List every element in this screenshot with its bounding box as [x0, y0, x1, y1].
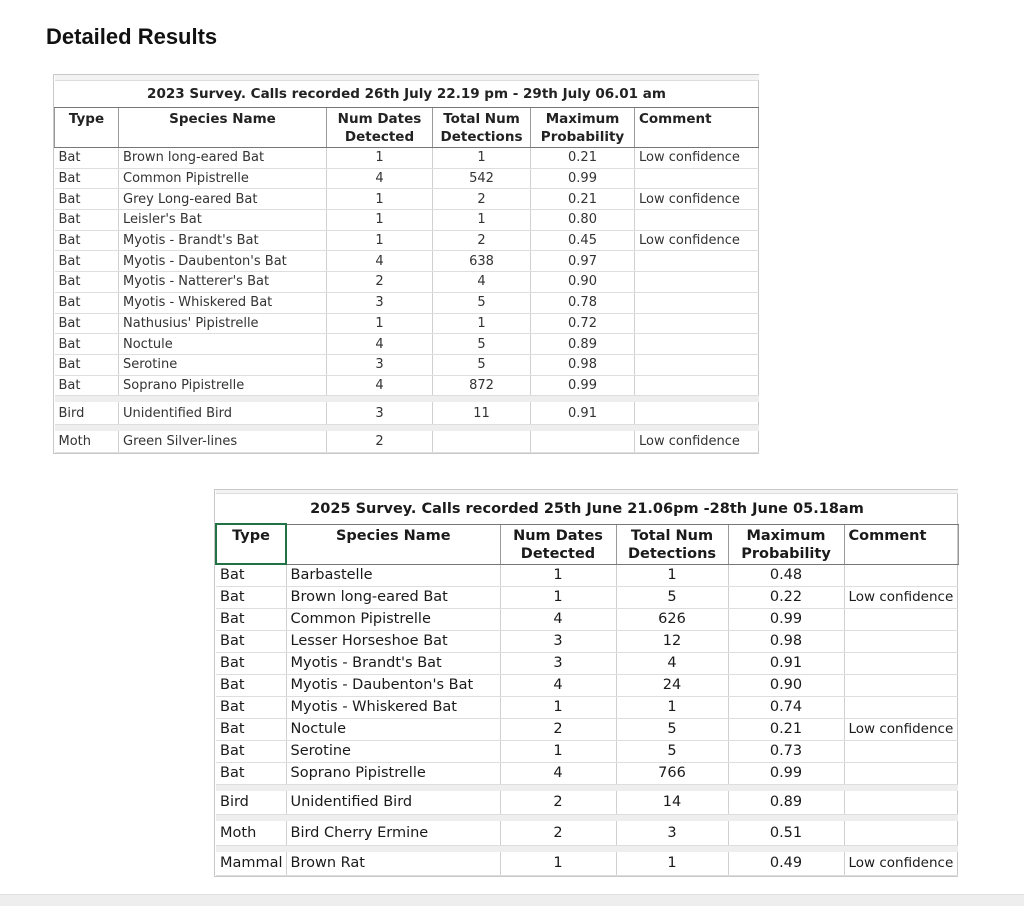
comment-cell — [844, 821, 958, 845]
num-dates-cell: 1 — [500, 586, 616, 608]
num-dates-cell: 1 — [500, 696, 616, 718]
total-detections-cell: 5 — [616, 586, 728, 608]
total-detections-column-header: Total Num Detections — [616, 524, 728, 564]
table-row — [55, 251, 759, 272]
survey-2023-rows — [55, 148, 759, 453]
comment-cell: Low confidence — [635, 431, 759, 453]
type-cell: Bat — [216, 586, 286, 608]
type-cell: Mammal — [216, 852, 286, 876]
comment-cell — [635, 251, 759, 272]
type-cell: Moth — [216, 821, 286, 845]
comment-cell — [635, 375, 759, 396]
type-cell: Moth — [55, 431, 119, 453]
max-probability-cell: 0.49 — [728, 852, 844, 876]
table-row — [216, 852, 958, 876]
num-dates-cell: 4 — [500, 608, 616, 630]
comment-column-header: Comment — [635, 108, 759, 148]
table-row — [55, 272, 759, 293]
species-name-cell: Common Pipistrelle — [286, 608, 500, 630]
comment-cell: Low confidence — [635, 189, 759, 210]
max-probability-cell: 0.89 — [728, 791, 844, 815]
table-row — [55, 148, 759, 169]
total-detections-cell: 5 — [433, 334, 531, 355]
comment-cell — [635, 354, 759, 375]
table-row — [216, 762, 958, 784]
max-probability-cell: 0.21 — [531, 148, 635, 169]
table-row — [216, 674, 958, 696]
num-dates-cell: 2 — [327, 431, 433, 453]
max-probability-cell: 0.89 — [531, 334, 635, 355]
max-probability-cell: 0.99 — [728, 762, 844, 784]
comment-cell — [635, 272, 759, 293]
species-name-cell: Brown long-eared Bat — [286, 586, 500, 608]
total-detections-cell: 5 — [616, 718, 728, 740]
table-row — [55, 189, 759, 210]
species-name-cell: Lesser Horseshoe Bat — [286, 630, 500, 652]
comment-cell: Low confidence — [635, 230, 759, 251]
table-row — [216, 564, 958, 586]
species-name-cell: Barbastelle — [286, 564, 500, 586]
type-cell: Bat — [216, 564, 286, 586]
type-cell: Bat — [216, 762, 286, 784]
num-dates-cell: 2 — [500, 718, 616, 740]
type-cell: Bat — [55, 168, 119, 189]
table-row — [55, 431, 759, 453]
comment-cell — [844, 608, 958, 630]
num-dates-cell: 1 — [327, 313, 433, 334]
max-probability-cell: 0.45 — [531, 230, 635, 251]
type-cell: Bat — [216, 630, 286, 652]
species-name-cell: Soprano Pipistrelle — [286, 762, 500, 784]
type-cell: Bat — [216, 740, 286, 762]
page-bottom-divider — [0, 894, 1024, 906]
table-row — [216, 740, 958, 762]
total-detections-cell: 2 — [433, 189, 531, 210]
num-dates-cell: 4 — [327, 375, 433, 396]
table-row — [216, 696, 958, 718]
num-dates-cell: 1 — [327, 210, 433, 231]
type-cell: Bat — [55, 210, 119, 231]
table-row — [216, 586, 958, 608]
type-cell: Bat — [55, 375, 119, 396]
type-cell: Bat — [216, 718, 286, 740]
total-detections-cell: 5 — [433, 292, 531, 313]
comment-cell — [635, 334, 759, 355]
total-detections-cell — [433, 431, 531, 453]
num-dates-cell: 3 — [327, 354, 433, 375]
comment-cell — [844, 652, 958, 674]
species-name-cell: Serotine — [286, 740, 500, 762]
comment-cell — [635, 313, 759, 334]
species-name-cell: Myotis - Brandt's Bat — [119, 230, 327, 251]
total-detections-cell: 11 — [433, 402, 531, 424]
max-probability-column-header: Maximum Probability — [531, 108, 635, 148]
num-dates-cell: 2 — [327, 272, 433, 293]
species-name-cell: Myotis - Whiskered Bat — [119, 292, 327, 313]
total-detections-cell: 3 — [616, 821, 728, 845]
type-column-header: Type — [55, 108, 119, 148]
max-probability-cell: 0.51 — [728, 821, 844, 845]
total-detections-cell: 626 — [616, 608, 728, 630]
table-row — [55, 354, 759, 375]
species-name-cell: Green Silver-lines — [119, 431, 327, 453]
comment-cell — [844, 674, 958, 696]
num-dates-cell: 3 — [500, 652, 616, 674]
max-probability-cell: 0.90 — [728, 674, 844, 696]
survey-2023-header-row — [55, 108, 759, 148]
survey-2023-table — [53, 74, 759, 454]
num-dates-cell: 3 — [327, 292, 433, 313]
total-detections-cell: 14 — [616, 791, 728, 815]
type-cell: Bird — [55, 402, 119, 424]
species-name-cell: Serotine — [119, 354, 327, 375]
total-detections-cell: 638 — [433, 251, 531, 272]
table-row — [216, 791, 958, 815]
species-name-cell: Soprano Pipistrelle — [119, 375, 327, 396]
comment-cell: Low confidence — [844, 718, 958, 740]
total-detections-cell: 2 — [433, 230, 531, 251]
survey-2025-table — [214, 489, 958, 877]
species-name-cell: Noctule — [119, 334, 327, 355]
total-detections-cell: 1 — [616, 696, 728, 718]
type-cell: Bat — [55, 354, 119, 375]
table-row — [55, 230, 759, 251]
type-cell: Bat — [55, 148, 119, 169]
num-dates-column-header: Num Dates Detected — [327, 108, 433, 148]
survey-2025-rows — [216, 564, 958, 876]
type-cell: Bat — [55, 334, 119, 355]
max-probability-cell: 0.91 — [728, 652, 844, 674]
table-row — [216, 630, 958, 652]
species-name-cell: Leisler's Bat — [119, 210, 327, 231]
total-detections-cell: 1 — [433, 210, 531, 231]
total-detections-cell: 872 — [433, 375, 531, 396]
species-name-cell: Unidentified Bird — [119, 402, 327, 424]
table-row — [216, 608, 958, 630]
species-column-header: Species Name — [119, 108, 327, 148]
survey-2023-caption: 2023 Survey. Calls recorded 26th July 22.19 pm - 29th July 06.01 am — [55, 81, 759, 108]
max-probability-column-header: Maximum Probability — [728, 524, 844, 564]
comment-cell — [635, 292, 759, 313]
type-cell: Bat — [216, 652, 286, 674]
max-probability-cell: 0.78 — [531, 292, 635, 313]
table-row — [55, 334, 759, 355]
species-name-cell: Bird Cherry Ermine — [286, 821, 500, 845]
num-dates-cell: 1 — [327, 189, 433, 210]
total-detections-cell: 1 — [616, 564, 728, 586]
type-cell: Bat — [55, 313, 119, 334]
species-name-cell: Grey Long-eared Bat — [119, 189, 327, 210]
type-cell: Bat — [55, 230, 119, 251]
num-dates-cell: 3 — [500, 630, 616, 652]
table-row — [55, 375, 759, 396]
comment-cell: Low confidence — [635, 148, 759, 169]
comment-cell: Low confidence — [844, 586, 958, 608]
species-name-cell: Common Pipistrelle — [119, 168, 327, 189]
comment-cell — [635, 168, 759, 189]
total-detections-cell: 4 — [616, 652, 728, 674]
max-probability-cell: 0.80 — [531, 210, 635, 231]
num-dates-cell: 4 — [500, 762, 616, 784]
type-cell: Bat — [55, 189, 119, 210]
table-row — [55, 292, 759, 313]
table-row — [55, 210, 759, 231]
max-probability-cell: 0.91 — [531, 402, 635, 424]
table-row — [216, 821, 958, 845]
num-dates-cell: 1 — [500, 852, 616, 876]
num-dates-cell: 2 — [500, 791, 616, 815]
max-probability-cell — [531, 431, 635, 453]
comment-cell: Low confidence — [844, 852, 958, 876]
comment-cell — [844, 630, 958, 652]
num-dates-cell: 1 — [500, 740, 616, 762]
survey-2025-caption: 2025 Survey. Calls recorded 25th June 21.06pm -28th June 05.18am — [216, 494, 958, 525]
type-cell: Bat — [216, 696, 286, 718]
max-probability-cell: 0.21 — [531, 189, 635, 210]
table-row — [216, 718, 958, 740]
num-dates-cell: 1 — [327, 230, 433, 251]
num-dates-column-header: Num Dates Detected — [500, 524, 616, 564]
total-detections-cell: 1 — [433, 313, 531, 334]
num-dates-cell: 4 — [327, 251, 433, 272]
total-detections-cell: 4 — [433, 272, 531, 293]
max-probability-cell: 0.73 — [728, 740, 844, 762]
num-dates-cell: 4 — [327, 334, 433, 355]
type-cell: Bat — [55, 272, 119, 293]
species-name-cell: Unidentified Bird — [286, 791, 500, 815]
species-name-cell: Myotis - Whiskered Bat — [286, 696, 500, 718]
num-dates-cell: 1 — [500, 564, 616, 586]
num-dates-cell: 1 — [327, 148, 433, 169]
max-probability-cell: 0.21 — [728, 718, 844, 740]
species-name-cell: Myotis - Daubenton's Bat — [286, 674, 500, 696]
total-detections-cell: 5 — [433, 354, 531, 375]
table-row — [55, 313, 759, 334]
table-row — [216, 652, 958, 674]
page-title: Detailed Results — [46, 24, 218, 49]
comment-cell — [844, 791, 958, 815]
max-probability-cell: 0.99 — [531, 168, 635, 189]
comment-column-header: Comment — [844, 524, 958, 564]
max-probability-cell: 0.97 — [531, 251, 635, 272]
comment-cell — [844, 696, 958, 718]
comment-cell — [844, 564, 958, 586]
comment-cell — [635, 402, 759, 424]
num-dates-cell: 2 — [500, 821, 616, 845]
table-row — [55, 402, 759, 424]
total-detections-cell: 5 — [616, 740, 728, 762]
species-name-cell: Brown Rat — [286, 852, 500, 876]
max-probability-cell: 0.74 — [728, 696, 844, 718]
comment-cell — [844, 762, 958, 784]
num-dates-cell: 4 — [327, 168, 433, 189]
max-probability-cell: 0.72 — [531, 313, 635, 334]
species-name-cell: Myotis - Daubenton's Bat — [119, 251, 327, 272]
type-cell: Bat — [216, 674, 286, 696]
max-probability-cell: 0.98 — [531, 354, 635, 375]
total-detections-column-header: Total Num Detections — [433, 108, 531, 148]
species-name-cell: Nathusius' Pipistrelle — [119, 313, 327, 334]
type-cell: Bat — [55, 251, 119, 272]
table-row — [55, 168, 759, 189]
max-probability-cell: 0.48 — [728, 564, 844, 586]
type-cell: Bat — [216, 608, 286, 630]
type-column-header[interactable]: Type — [216, 524, 286, 564]
total-detections-cell: 542 — [433, 168, 531, 189]
species-column-header: Species Name — [286, 524, 500, 564]
type-cell: Bat — [55, 292, 119, 313]
species-name-cell: Brown long-eared Bat — [119, 148, 327, 169]
total-detections-cell: 12 — [616, 630, 728, 652]
max-probability-cell: 0.99 — [531, 375, 635, 396]
total-detections-cell: 1 — [433, 148, 531, 169]
species-name-cell: Myotis - Brandt's Bat — [286, 652, 500, 674]
total-detections-cell: 1 — [616, 852, 728, 876]
survey-2025-header-row — [216, 524, 958, 564]
max-probability-cell: 0.90 — [531, 272, 635, 293]
num-dates-cell: 3 — [327, 402, 433, 424]
type-cell: Bird — [216, 791, 286, 815]
max-probability-cell: 0.99 — [728, 608, 844, 630]
total-detections-cell: 766 — [616, 762, 728, 784]
comment-cell — [844, 740, 958, 762]
species-name-cell: Noctule — [286, 718, 500, 740]
num-dates-cell: 4 — [500, 674, 616, 696]
comment-cell — [635, 210, 759, 231]
total-detections-cell: 24 — [616, 674, 728, 696]
species-name-cell: Myotis - Natterer's Bat — [119, 272, 327, 293]
max-probability-cell: 0.22 — [728, 586, 844, 608]
max-probability-cell: 0.98 — [728, 630, 844, 652]
